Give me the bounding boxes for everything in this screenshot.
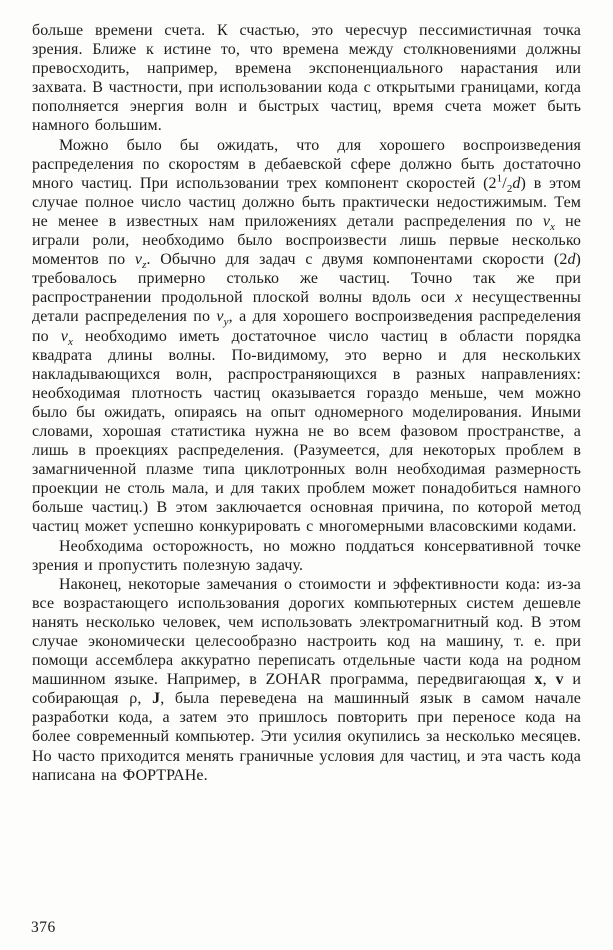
page-text (32, 21, 581, 785)
paragraph-particles-distribution: Можно было бы ожидать, что для хорошего воспроизведения распределения по скоростям в дебаевской сфере должно быть достаточно много частиц. При использовании трех компонент скоростей $(2^1/_2d)$ в этом случае полное число частиц должно быть практически недостижимым. Тем не менее в известных нам приложениях детали распределения по $v_x$ не играли роли, необходимо было воспроизвести лишь первые несколько моментов по $v_z$. Обычно для задач с двумя компонентами скорости (2d) требовалось примерно столько же частиц. Точно так же при распространении продольной плоской волны вдоль оси x несущественны детали распределения по $v_y$, а для хорошего воспроизведения распределения по $v_x$ необходимо иметь достаточное число частиц в области порядка квадрата длины волны. По-видимому, это верно и для нескольких накладывающихся волн, распространяющихся в разных направлениях: необходимая плотность частиц оказывается гораздо меньше, чем можно было бы ожидать, опираясь на опыт одномерного моделирования. Иными словами, хорошая статистика нужна не во всем фазовом пространстве, а лишь в проекциях распределения. (Разумеется, для некоторых проблем в замагниченной плазме типа циклотронных волн необходимая размерность проекции не столь мала, и для таких проблем может понадобиться намного больше частиц.) В этом заключается основная причина, по которой метод частиц может успешно конкурировать с многомерными власовскими кодами. (32, 136, 581, 536)
paragraph-code-cost: Наконец, некоторые замечания о стоимости и эффективности кода: из-за все возрастающего использования дорогих компьютерных систем дешевле нанять несколько человек, чем использовать электромагнитный код. В этом случае экономически целесообразно настроить код на машину, т. е. при помощи ассемблера аккуратно переписать отдельные части кода на родном машинном языке. Например, в ZOHAR программа, передвигающая x, v и собирающая ρ, J, была переведена на машинный язык в самом начале разработки кода, а затем это пришлось повторить при переносе кода на более современный компьютер. Эти усилия окупились за несколько месяцев. Но часто приходится менять граничные условия для частиц, и эта часть кода написана на ФОРТРАНе. (32, 575, 581, 784)
paragraph-continuation: больше времени счета. К счастью, это чересчур пессимистичная точка зрения. Ближе к истине то, что времена между столкновениями должны превосходить, например, времена экспоненциального нарастания или захвата. В частности, при использовании кода с открытыми границами, когда пополняется энергия волн и быстрых частиц, время счета может быть намного большим. (32, 22, 581, 135)
page-number: 376 (31, 919, 56, 936)
paragraph-caution: Необходима осторожность, но можно поддаться консервативной точке зрения и пропустить полезную задачу. (32, 537, 581, 574)
